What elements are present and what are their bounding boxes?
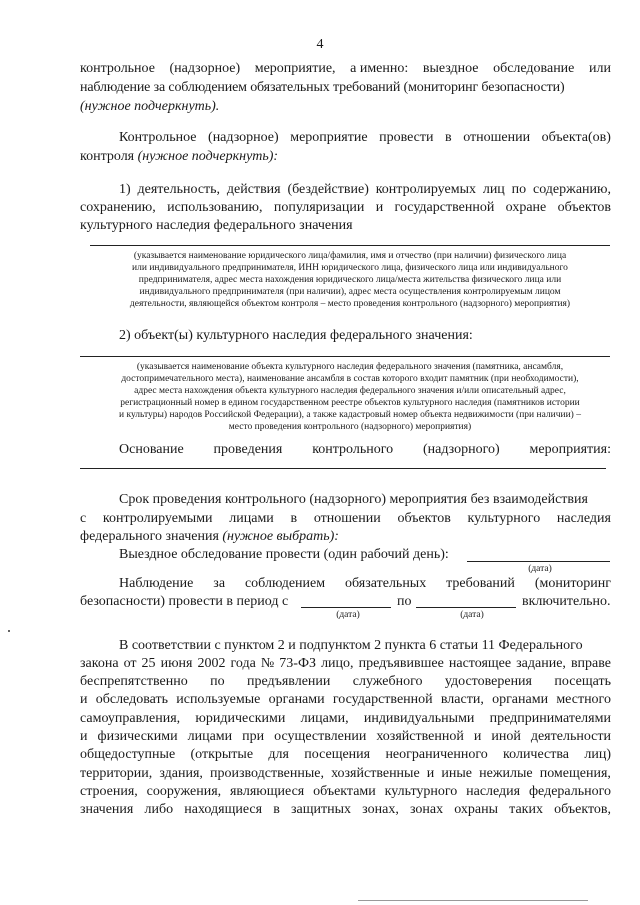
p5-line: Основание проведения контрольного (надзорного) мероприятия: [119,442,611,457]
scan-edge-line [358,900,588,901]
date-label-from: (дата) [336,610,360,620]
p6-line3: федерального значения (нужное выбрать): [80,529,339,544]
p4-line: 2) объект(ы) культурного наследия федерального значения: [119,328,473,343]
p3-line3: культурного наследия федерального значения [80,218,353,233]
page-number: 4 [316,37,324,52]
p7-line4: и обследовать используемые органами государственной власти, органами местного [80,692,611,707]
p7-line7: общедоступные (открытые для посещения неограниченного количества лиц) [80,747,611,762]
p6-line1: Срок проведения контрольного (надзорного) мероприятия без взаимодействия [119,492,588,507]
p7-line10: значения либо находящиеся в защитных зонах, зонах охраны таких объектов, [80,802,611,817]
p3-line1: 1) деятельность, действия (бездействие) контролируемых лиц по содержанию, [119,182,611,197]
scan-speck [8,630,10,632]
p7-line9: строения, сооружения, являющиеся объектами культурного наследия федерального [80,784,611,799]
p6-line6c: включительно. [522,594,611,609]
p7-line8: территории, здания, производственные, хозяйственные и иные нежилые помещения, [80,766,611,781]
p2-line1: Контрольное (надзорное) мероприятие провести в отношении объекта(ов) [119,130,611,145]
p1-line3: (нужное подчеркнуть). [80,99,220,114]
date-field-inspection[interactable] [467,561,610,562]
p6-line6b: по [397,594,412,609]
date-label-to: (дата) [460,610,484,620]
document-page: 4 контрольное (надзорное) мероприятие, а именно: выездное обследование или наблюдение за соблюдением обязательных требований (мониторинг безопасности) (нужное подчеркнуть). Контрольное (надзорное) мероприятие провести в отношении объекта(ов) контроля (нужное подчеркнуть): 1) деятельность, действия (бездействие) контролируемых лиц по содержанию, сохранению, использованию, популяризации и государственной охране объектов культурного наследия федерального значения (указывается наименование юридического лица/фамилия, имя и отчество (при наличии) физического лица или индивидуального предпринимателя, ИНН юридического лица, физического лица или индивидуального предпринимателя, адрес места нахождения юридического лица/места жительства физического лица или индивидуального предпринимателя (при наличии), адрес места осуществления контролируемым лицом деятельности, являющейся объектом контроля – место проведения контрольного (надзорного) мероприятия) 2) объект(ы) культурного наследия федерального значения: (указывается наименование объекта культурного наследия федерального значения (памятника, ансамбля, достопримечательного места), наименование ансамбля в состав которого входит памятник (при необходимости), адрес места нахождения объекта культурного наследия федерального значения и/или описательный адрес, регистрационный номер в едином государственном реестре объектов культурного наследия (памятников истории и культуры) народов Российской Федерации), а также кадастровый номер объекта недвижимости (при наличии) – место проведения контрольного (надзорного) мероприятия) Основание проведения контрольного (надзорного) мероприятия: Срок проведения контрольного (надзорного) мероприятия без взаимодействия с контролируемыми лицами в отношении объектов культурного наследия федерального значения (нужное выбрать): Выездное обследование провести (один рабочий день): (дата) Наблюдение за соблюдением обязательных требований (мониторинг безопасности) провести в период с по включительно. (дата) (дата) В соответствии с пунктом 2 и подпунктом 2 пункта 6 статьи 11 Федерального закона от 25 июня 2002 года № 73-ФЗ лицо, предъявившее настоящее задание, вправе беспрепятственно по предъявлении служебного удостоверения посещать и обследовать используемые органами государственной власти, органами местного самоуправления, юридическими лицами, индивидуальными предпринимателями и физическими лицами при осуществлении хозяйственной и иной деятельности общедоступные (открытые для посещения неограниченного количества лиц) территории, здания, производственные, хозяйственные и иные нежилые помещения, строения, сооружения, являющиеся объектами культурного наследия федерального значения либо находящиеся в защитных зонах, зонах охраны таких объектов, [0,0,640,905]
fill-in-line-subject [90,245,610,246]
p1-line1: контрольное (надзорное) мероприятие, а именно: выездное обследование или [80,61,611,76]
date-field-from[interactable] [301,607,391,608]
p7-line5: самоуправления, юридическими лицами, индивидуальными предпринимателями [80,711,611,726]
p6-line6a: безопасности) провести в период с [80,594,289,609]
fill-in-line-basis [80,468,606,469]
p6-line4: Выездное обследование провести (один рабочий день): [119,547,449,562]
date-label-inspection: (дата) [528,564,552,574]
p1-line2: наблюдение за соблюдением обязательных требований (мониторинг безопасности) [80,80,565,95]
date-field-to[interactable] [416,607,516,608]
p7-line1: В соответствии с пунктом 2 и подпунктом 2 пункта 6 статьи 11 Федерального [119,638,583,653]
p7-line2: закона от 25 июня 2002 года № 73-ФЗ лицо, предъявившее настоящее задание, вправе [80,656,611,671]
p7-line6: и физическими лицами при осуществлении хозяйственной и иной деятельности [80,729,611,744]
p6-line5: Наблюдение за соблюдением обязательных требований (мониторинг [119,576,611,591]
p6-line2: с контролируемыми лицами в отношении объектов культурного наследия [80,511,611,526]
p7-line3: беспрепятственно по предъявлении служебного удостоверения посещать [80,674,611,689]
p2-line2: контроля (нужное подчеркнуть): [80,149,279,164]
fill-in-line-object [80,356,610,357]
p3-line2: сохранению, использованию, популяризации и государственной охране объектов [80,200,611,215]
